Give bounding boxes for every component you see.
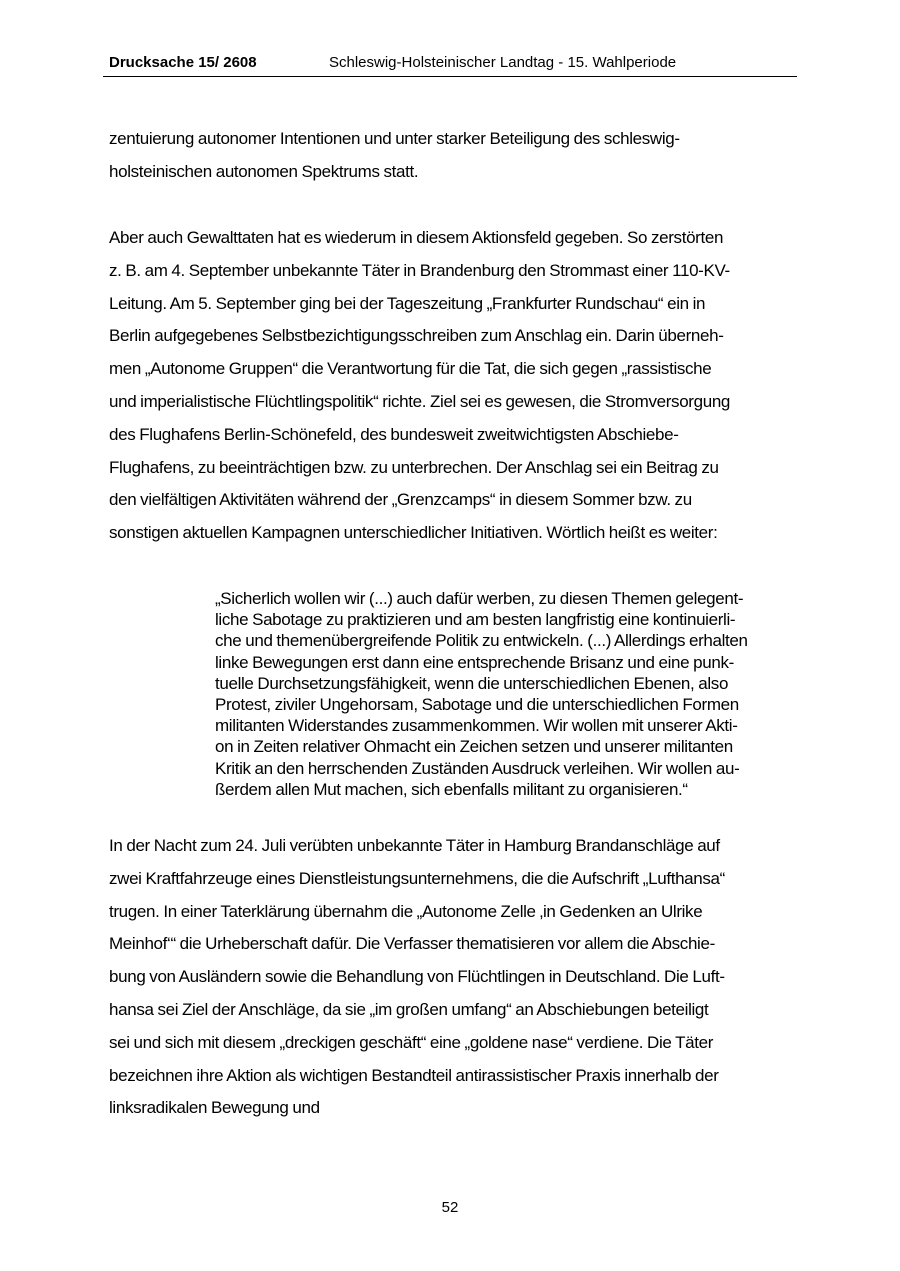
document-number: Drucksache 15/ 2608 bbox=[109, 54, 257, 71]
parliament-title: Schleswig-Holsteinischer Landtag - 15. Wahlperiode bbox=[329, 54, 677, 71]
text-line: bung von Ausländern sowie die Behandlung von Flüchtlingen in Deutschland. Die Luft- bbox=[109, 967, 725, 987]
text-line: z. B. am 4. September unbekannte Täter in Brandenburg den Strommast einer 110-KV- bbox=[109, 260, 730, 280]
quote-line: Protest, ziviler Ungehorsam, Sabotage und die unterschiedlichen Formen bbox=[215, 695, 739, 715]
text-line: zentuierung autonomer Intentionen und unter starker Beteiligung des schleswig- bbox=[109, 129, 680, 148]
page-number: 52 bbox=[441, 1199, 459, 1216]
text-line: trugen. In einer Taterklärung übernahm die „Autonome Zelle ‚in Gedenken an Ulrike bbox=[109, 901, 703, 921]
text-line: Leitung. Am 5. September ging bei der Tageszeitung „Frankfurter Rundschau“ ein in bbox=[109, 293, 706, 313]
text-line: holsteinischen autonomen Spektrums statt. bbox=[109, 161, 419, 181]
quote-line: militanten Widerstandes zusammenkommen. Wir wollen mit unserer Akti- bbox=[215, 716, 738, 736]
quote-line: ßerdem allen Mut machen, sich ebenfalls militant zu organisieren.“ bbox=[215, 779, 688, 799]
paragraph-2 bbox=[109, 222, 799, 550]
text-line: Aber auch Gewalttaten hat es wiederum in diesem Aktionsfeld gegeben. So zerstörten bbox=[109, 228, 724, 247]
text-line: Berlin aufgegebenes Selbstbezichtigungsschreiben zum Anschlag ein. Darin überneh- bbox=[109, 326, 724, 346]
text-line: zwei Kraftfahrzeuge eines Dienstleistungsunternehmens, die die Aufschrift „Lufthansa“ bbox=[109, 868, 725, 888]
block-quote bbox=[215, 588, 800, 800]
text-line: bezeichnen ihre Aktion als wichtigen Bestandteil antirassistischer Praxis innerhalb der bbox=[109, 1065, 719, 1085]
paragraph-4 bbox=[109, 830, 799, 1125]
text-line: In der Nacht zum 24. Juli verübten unbekannte Täter in Hamburg Brandanschläge auf bbox=[109, 836, 720, 855]
quote-line: tuelle Durchsetzungsfähigkeit, wenn die unterschiedlichen Ebenen, also bbox=[215, 673, 729, 693]
text-line: linksradikalen Bewegung und bbox=[109, 1098, 320, 1118]
paragraph-1 bbox=[109, 123, 799, 189]
quote-line: che und themenübergreifende Politik zu entwickeln. (...) Allerdings erhalten bbox=[215, 631, 748, 651]
page-header bbox=[103, 52, 797, 77]
text-line: den vielfältigen Aktivitäten während der „Grenzcamps“ in diesem Sommer bzw. zu bbox=[109, 490, 692, 510]
text-line: Meinhof‘“ die Urheberschaft dafür. Die Verfasser thematisieren vor allem die Abschie- bbox=[109, 934, 715, 954]
text-line: hansa sei Ziel der Anschläge, da sie „im großen umfang“ an Abschiebungen beteiligt bbox=[109, 999, 709, 1019]
quote-line: on in Zeiten relativer Ohmacht ein Zeichen setzen und unserer militanten bbox=[215, 737, 733, 757]
text-line: Flughafens, zu beeinträchtigen bzw. zu unterbrechen. Der Anschlag sei ein Beitrag zu bbox=[109, 457, 719, 477]
quote-line: „Sicherlich wollen wir (...) auch dafür werben, zu diesen Themen gelegent- bbox=[215, 589, 744, 608]
text-line: men „Autonome Gruppen“ die Verantwortung für die Tat, die sich gegen „rassistische bbox=[109, 359, 712, 379]
quote-line: Kritik an den herrschenden Zuständen Ausdruck verleihen. Wir wollen au- bbox=[215, 758, 740, 778]
quote-line: linke Bewegungen erst dann eine entsprechende Brisanz und eine punk- bbox=[215, 652, 734, 672]
quote-line: liche Sabotage zu praktizieren und am besten langfristig eine kontinuierli- bbox=[215, 610, 736, 630]
text-line: und imperialistische Flüchtlingspolitik“ richte. Ziel sei es gewesen, die Stromversorgung bbox=[109, 391, 731, 411]
text-line: sei und sich mit diesem „dreckigen geschäft“ eine „goldene nase“ verdiene. Die Täter bbox=[109, 1032, 714, 1052]
text-line: des Flughafens Berlin-Schönefeld, des bundesweit zweitwichtigsten Abschiebe- bbox=[109, 424, 679, 444]
text-line: sonstigen aktuellen Kampagnen unterschiedlicher Initiativen. Wörtlich heißt es weiter: bbox=[109, 523, 718, 543]
